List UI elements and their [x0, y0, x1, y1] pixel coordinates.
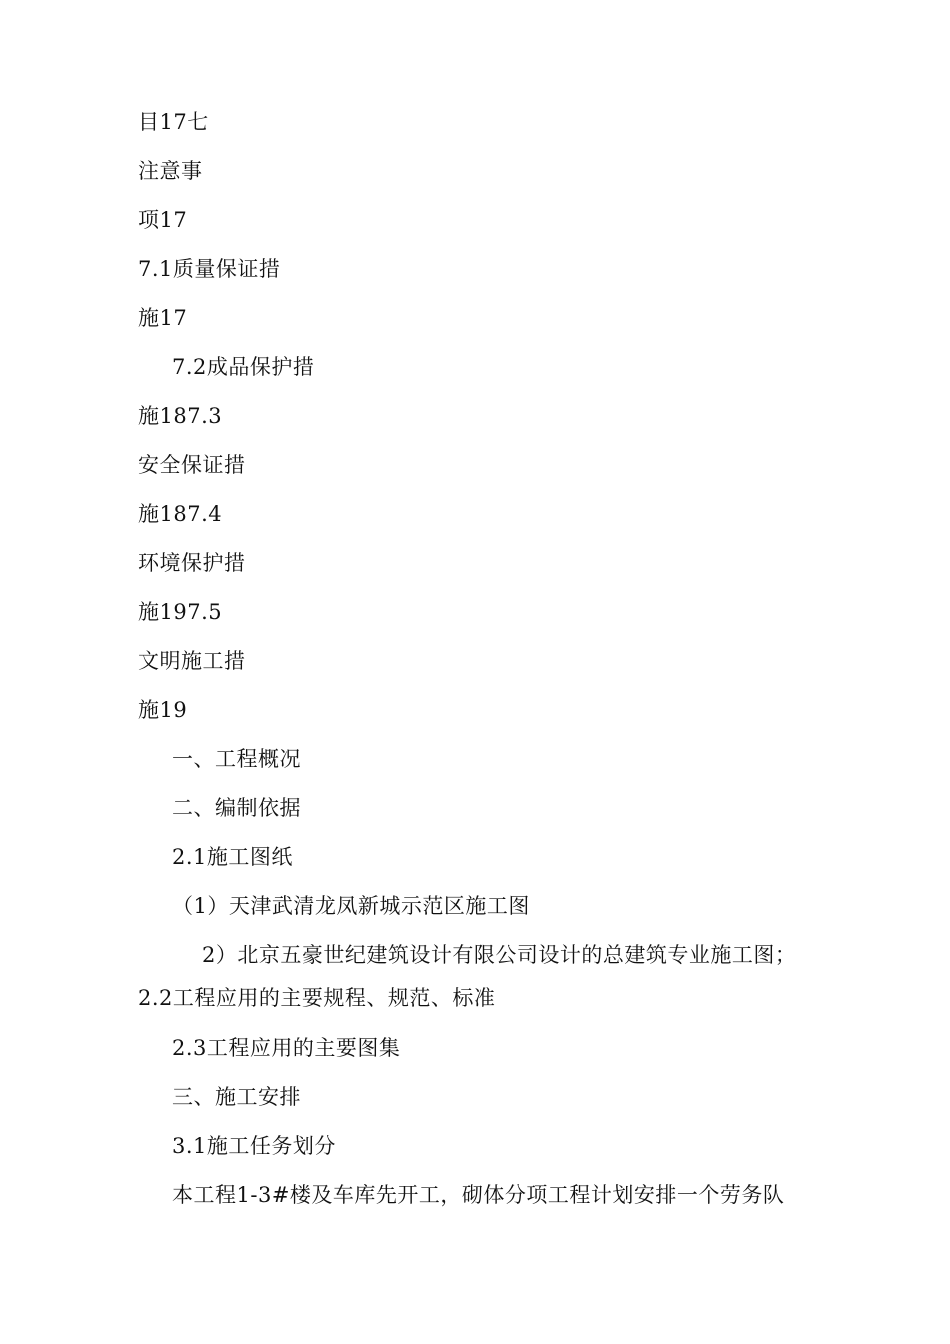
- subsection-heading: 2.1施工图纸: [172, 845, 293, 869]
- toc-line: 施197.5: [138, 600, 223, 624]
- toc-line: 施187.3: [138, 404, 223, 428]
- body-line: 2）北京五豪世纪建筑设计有限公司设计的总建筑专业施工图；: [202, 943, 797, 967]
- section-heading: 二、编制依据: [172, 796, 301, 820]
- body-paragraph: 本工程1-3#楼及车库先开工，砌体分项工程计划安排一个劳务队: [172, 1183, 785, 1207]
- section-heading: 一、工程概况: [172, 747, 301, 771]
- toc-line: 施187.4: [138, 502, 223, 526]
- toc-line: 项17: [138, 208, 188, 232]
- subsection-heading: 3.1施工任务划分: [172, 1134, 336, 1158]
- toc-line: 文明施工措: [138, 649, 246, 673]
- toc-line: 7.2成品保护措: [172, 355, 315, 379]
- toc-line: 施19: [138, 698, 188, 722]
- toc-line: 目17七: [138, 110, 209, 134]
- toc-line: 施17: [138, 306, 188, 330]
- subsection-heading: 2.2工程应用的主要规程、规范、标准: [138, 986, 496, 1010]
- subsection-heading: 2.3工程应用的主要图集: [172, 1036, 401, 1060]
- toc-line: 安全保证措: [138, 453, 246, 477]
- body-line: （1）天津武清龙凤新城示范区施工图: [172, 894, 530, 918]
- toc-line: 注意事: [138, 159, 203, 183]
- toc-line: 环境保护措: [138, 551, 246, 575]
- section-heading: 三、施工安排: [172, 1085, 301, 1109]
- toc-line: 7.1质量保证措: [138, 257, 281, 281]
